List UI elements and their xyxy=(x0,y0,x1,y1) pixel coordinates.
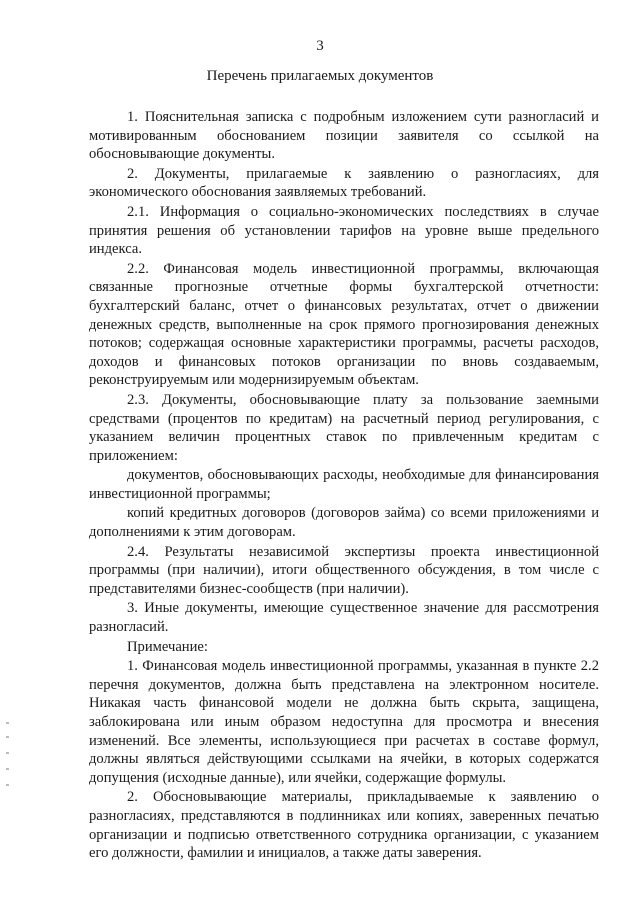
paragraph-2-3: 2.3. Документы, обосновывающие плату за пользование заемными средствами (процентов по кредитам) на расчетный период регулирования, с указанием величин процентных ставок по привлеченным кредитам с приложением: xyxy=(89,391,599,464)
paragraph-2-1: 2.1. Информация о социально-экономических последствиях в случае принятия решения об установлении тарифов на уровне выше предельного индекса. xyxy=(89,203,599,258)
paragraph-2-3-item-1: документов, обосновывающих расходы, необходимые для финансирования инвестиционной программы; xyxy=(89,467,599,502)
paragraph-2: 2. Документы, прилагаемые к заявлению о разногласиях, для экономического обоснования заявляемых требований. xyxy=(89,165,599,201)
document-body xyxy=(89,108,599,863)
paragraph-2-2: 2.2. Финансовая модель инвестиционной программы, включающая связанные прогнозные отчетные формы бухгалтерской отчетности: бухгалтерский баланс, отчет о финансовых результатах, отчет о движении денежных средств, выполненные на срок прямого прогнозирования денежных потоков; содержащая основные характеристики программы, расчеты расходов, доходов и финансовых потоков организации по вновь создаваемым, реконструируемым или модернизируемым объектам. xyxy=(89,260,599,389)
note-2: 2. Обосновывающие материалы, прикладываемые к заявлению о разногласиях, представляются в подлинниках или копиях, заверенных печатью организации и подписью ответственного сотрудника организации, с указанием его должности, фамилии и инициалов, а также даты заверения. xyxy=(89,789,599,862)
note-heading: Примечание: xyxy=(127,638,208,655)
paragraph-2-4: 2.4. Результаты независимой экспертизы проекта инвестиционной программы (при наличии), итоги общественного обсуждения, в том числе с представителями бизнес-сообществ (при наличии). xyxy=(89,543,599,597)
note-1: 1. Финансовая модель инвестиционной программы, указанная в пункте 2.2 перечня документов, должна быть представлена на электронном носителе. Никакая часть финансовой модели не должна быть скрыта, защищена, заблокирована или иным образом недоступна для просмотра и внесения изменений. Все элементы, использующиеся при расчетах в составе формул, должны являться действующими ссылками на ячейки, в которых содержатся допущения (исходные данные), или ячейки, содержащие формулы. xyxy=(89,658,599,786)
page-number: 3 xyxy=(316,38,324,54)
paragraph-1: 1. Пояснительная записка с подробным изложением сути разногласий и мотивированным обоснованием позиции заявителя со ссылкой на обосновывающие документы. xyxy=(89,109,599,163)
scan-edge-marks xyxy=(6,722,20,792)
document-title: Перечень прилагаемых документов xyxy=(206,68,434,84)
paragraph-3: 3. Иные документы, имеющие существенное значение для рассмотрения разногласий. xyxy=(89,600,599,636)
paragraph-2-3-item-2: копий кредитных договоров (договоров займа) со всеми приложениями и дополнениями к этим договорам. xyxy=(89,505,599,541)
